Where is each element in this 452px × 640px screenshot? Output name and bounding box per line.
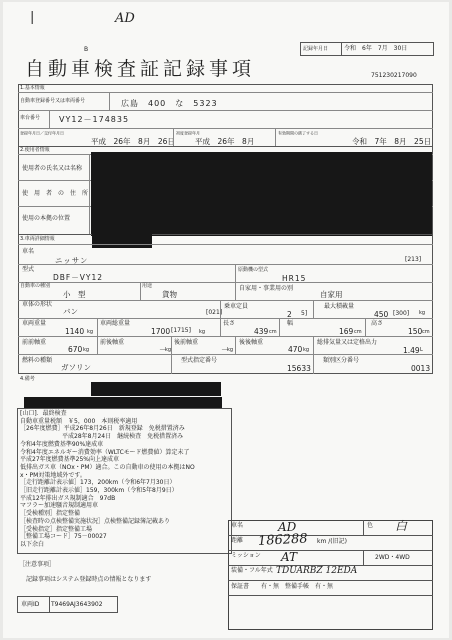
rear-rear-axle-label: 後後軸重 — [239, 339, 264, 346]
rule — [228, 550, 433, 551]
chassis-number: VY12－174835 — [59, 115, 130, 124]
first-reg-label: 登録年月日／交付年月日 — [20, 131, 65, 136]
length-label: 長さ — [223, 320, 236, 327]
divider — [171, 336, 172, 354]
remarks-line: 低排出ガス車（NOx・PM）適合。この自動車の使用の本拠はNO — [20, 463, 195, 471]
remarks-line: ［検査時の点検整備実施状況］点検整備記録簿記載あり — [20, 517, 171, 525]
rule — [228, 580, 433, 581]
divider — [235, 282, 236, 300]
notes-title: ［注意事項］ — [19, 561, 56, 568]
capacity-label: 乗車定員 — [224, 303, 249, 310]
divider — [220, 300, 221, 318]
memo-mileage-label: 距離 — [231, 537, 244, 544]
first-year: 平成 26年 8月 — [195, 137, 255, 146]
rule — [18, 336, 433, 337]
kind-value: 小 型 — [63, 290, 86, 299]
remarks-line: 以下余白 — [20, 540, 45, 548]
divider — [109, 92, 110, 110]
length-unit: cm — [269, 329, 277, 335]
height-label: 高さ — [371, 320, 384, 327]
height-value: 150 — [408, 327, 423, 336]
load-unit: kg — [419, 310, 426, 316]
front-rear-axle-value: － — [159, 345, 167, 354]
memo-mission-label: ミッション — [231, 552, 261, 559]
divider — [363, 520, 364, 535]
vehicle-id-label: 車両ID — [21, 601, 40, 608]
width-unit: cm — [354, 329, 362, 335]
height-unit: cm — [422, 329, 430, 335]
user-address-label: 使 用 者 の 住 所 — [22, 190, 89, 197]
weight-value: 1140 — [65, 327, 85, 336]
redaction-vehicle-header — [92, 234, 152, 248]
document-number: 751230217090 — [371, 72, 417, 79]
rear-front-axle-label: 後前軸重 — [174, 339, 199, 346]
divider — [341, 42, 342, 56]
spec-label: 型式指定番号 — [181, 357, 218, 364]
divider — [89, 154, 90, 234]
page-title: 自動車検査証記録事項 — [25, 58, 256, 80]
model-label: 型式 — [22, 266, 35, 273]
remarks-line: 平成12年排出ガス規制適合 97dB — [20, 494, 116, 502]
remarks-line: 令和4年度燃費基準90%達成車 — [20, 440, 104, 448]
divider — [173, 128, 174, 146]
front-front-axle-label: 前前軸重 — [22, 339, 47, 346]
redaction-user-info — [91, 152, 432, 236]
weight-label: 車両重量 — [22, 320, 47, 327]
divider — [365, 318, 366, 336]
maker-label: 車名 — [22, 248, 35, 255]
rule — [18, 318, 433, 319]
spec-value: 15633 — [287, 364, 311, 373]
width-label: 幅 — [287, 320, 294, 327]
divider — [49, 596, 50, 613]
first-reg-date: 平成 26年 8月 26日 — [91, 137, 175, 146]
memo-warranty-items: 有・無 整備手帳 有・無 — [261, 583, 334, 590]
body-code: [021] — [206, 309, 223, 316]
remarks-line: ［走行距離計表示値］173，200km（令和6年7月30日） — [20, 479, 176, 487]
load-label: 最大積載量 — [324, 303, 355, 310]
memo-equip-value: TDUARBZ 12EDA — [276, 566, 358, 576]
capacity-value: 2 — [287, 310, 292, 319]
divider — [220, 318, 221, 336]
divider — [363, 550, 364, 565]
divider — [49, 110, 50, 128]
class-value: 0013 — [411, 364, 431, 373]
body-value: バン — [63, 307, 78, 316]
rule — [228, 595, 433, 596]
load-value: 450 — [374, 310, 389, 319]
fuel-label: 燃料の種類 — [22, 357, 53, 364]
base-location-label: 使用の本拠の位置 — [22, 215, 71, 222]
memo-mileage-unit: km /(旧記) — [317, 538, 347, 545]
gross-unit: kg — [199, 329, 206, 335]
divider — [313, 300, 314, 318]
memo-mission-value: AT — [281, 550, 298, 564]
private-value: 自家用 — [320, 290, 343, 299]
divider — [279, 318, 280, 336]
body-label: 車体の形状 — [22, 301, 53, 308]
rear-rear-axle-unit: kg — [303, 347, 310, 353]
engine-label: 原動機の型式 — [238, 267, 269, 273]
class-label: 類別区分番号 — [323, 357, 360, 364]
gross-value: 1700 — [151, 327, 171, 336]
remarks-line: マフラー加速騒音規制適用車 — [20, 502, 99, 510]
handwritten-code: AD — [115, 11, 135, 26]
rule — [18, 92, 433, 93]
rule — [18, 234, 433, 235]
sub-mark: B — [84, 46, 89, 53]
rule — [18, 300, 433, 301]
vehicle-id: T9469AJ3643902 — [51, 601, 103, 608]
section-user: 2.使用者情報 — [20, 147, 50, 153]
width-value: 169 — [339, 327, 354, 336]
divider — [235, 336, 236, 354]
displacement-label: 総排気量又は定格出力 — [317, 339, 378, 346]
memo-color-value: 白 — [395, 519, 408, 533]
rule — [18, 128, 433, 129]
rule — [18, 244, 433, 245]
first-year-label: 初度登録年月 — [176, 131, 201, 136]
page-mark: | — [30, 10, 35, 25]
remarks-line: ［旧走行距離計表示値］159，300km（令和5年8月9日） — [20, 487, 178, 494]
section-basic: 1.基本情報 — [20, 85, 45, 91]
displacement-unit: L — [420, 347, 423, 353]
document-page — [3, 2, 449, 638]
model-value: DBF－VY12 — [53, 273, 103, 282]
gross-code: [1715] — [171, 327, 191, 334]
divider — [97, 336, 98, 354]
front-front-axle-value: 670 — [68, 345, 83, 354]
reg-number-label: 自動車登録番号又は車両番号 — [20, 98, 86, 104]
remarks-line: ［受検指定］指定整備工場 — [20, 525, 93, 533]
rule — [18, 110, 433, 111]
divider — [171, 354, 172, 374]
remarks-line: 平成28年8月24日 継続検査 免税措置済み — [20, 433, 184, 441]
expiry-label: 有効期間の満了する日 — [278, 131, 319, 136]
gross-label: 車両総重量 — [100, 320, 131, 327]
memo-name-value: AD — [278, 520, 297, 534]
memo-drive-label: 2WD・4WD — [375, 554, 410, 561]
memo-equip-label: 装備・フル年式 — [231, 567, 273, 574]
divider — [140, 282, 141, 300]
memo-mileage-value: 186288 — [257, 531, 308, 549]
remarks-line: [山口]．最終検査 — [20, 410, 67, 417]
capacity-code: 5] — [301, 310, 308, 317]
divider — [313, 336, 314, 354]
divider — [275, 128, 276, 146]
fuel-value: ガソリン — [61, 363, 91, 372]
remarks-line: x・PM対策地域外です。 — [20, 471, 86, 479]
remarks-line: 自動車重量税額 ￥5，000 本則税率適用 — [20, 417, 138, 425]
displacement-value: 1.49 — [403, 346, 420, 355]
section-remarks: 4.備考 — [20, 376, 35, 382]
issue-date: 令和 6年 7月 30日 — [344, 45, 408, 52]
divider — [97, 318, 98, 336]
chassis-label: 車台番号 — [20, 115, 41, 121]
rear-rear-axle-value: 470 — [288, 345, 303, 354]
user-name-label: 使用者の氏名又は名称 — [22, 165, 83, 172]
remarks-line: 令和4年度エネルギー消費効率（WLTCモード燃費値）算定未了 — [20, 448, 190, 456]
rule — [18, 354, 433, 355]
maker-name: ニッサン — [55, 256, 89, 265]
rule — [18, 146, 433, 147]
engine-value: HR15 — [282, 274, 307, 283]
rear-front-axle-unit: kg — [227, 347, 234, 353]
rule — [18, 282, 433, 283]
front-rear-axle-unit: kg — [165, 347, 172, 353]
divider — [235, 264, 236, 282]
maker-code: [213] — [405, 256, 422, 263]
divider — [313, 354, 314, 374]
remarks-line: ［受検種別］指定整備 — [20, 510, 81, 518]
memo-name-label: 車名 — [231, 522, 244, 529]
load-code: [300] — [393, 310, 410, 317]
issue-date-label: 記録年月日 — [303, 46, 329, 52]
remarks-line: ［26年度燃費］平成26年8月26日 新規登録 免税措置済み — [20, 425, 185, 433]
private-label: 自家用・事業用の別 — [239, 285, 294, 292]
front-rear-axle-label: 前後軸重 — [100, 339, 125, 346]
remarks-line: ［整備工場コード］75－00027 — [20, 533, 107, 541]
use-label: 用途 — [142, 283, 153, 289]
use-value: 貨物 — [162, 290, 177, 299]
remarks-line: 平成27年度燃費基準25%向上達成車 — [20, 456, 119, 464]
front-front-axle-unit: kg — [83, 347, 90, 353]
rule — [18, 264, 433, 265]
section-vehicle: 3.車両詳細情報 — [20, 236, 55, 242]
memo-warranty-label: 保証書 — [231, 583, 250, 590]
reg-number: 広島 400 な 5323 — [121, 99, 218, 108]
kind-label: 自動車の種別 — [20, 283, 51, 289]
memo-color-label: 色 — [367, 522, 374, 529]
rear-front-axle-value: － — [221, 345, 229, 354]
weight-unit: kg — [87, 329, 94, 335]
length-value: 439 — [254, 327, 269, 336]
notes-text: 記録事項はシステム登録時点の情報となります — [26, 576, 152, 583]
expiry-date: 令和 7年 8月 25日 — [352, 137, 432, 146]
redaction-remarks-header — [91, 382, 221, 396]
